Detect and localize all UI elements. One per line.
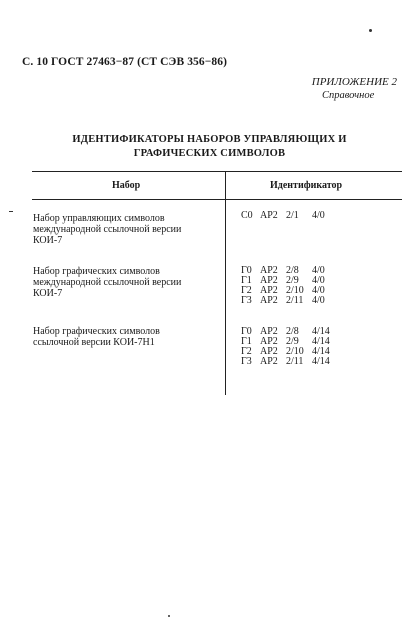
identifier-prefix: AP2 <box>260 336 278 347</box>
identifier-prefix: AP2 <box>260 295 278 306</box>
identifier-cell <box>241 211 325 221</box>
identifier-set-code: Г3 <box>241 356 252 367</box>
identifier-final: 4/14 <box>312 346 330 357</box>
identifier-line <box>241 296 325 306</box>
table-column-divider <box>225 171 226 395</box>
identifier-intermediate: 2/8 <box>286 326 299 337</box>
identifier-final: 4/0 <box>312 275 325 286</box>
identifier-cell <box>241 327 330 367</box>
identifier-prefix: AP2 <box>260 346 278 357</box>
identifier-line <box>241 357 330 367</box>
identifier-prefix: AP2 <box>260 275 278 286</box>
table-header-rule <box>32 199 402 200</box>
identifier-set-code: Г3 <box>241 295 252 306</box>
identifier-final: 4/14 <box>312 336 330 347</box>
scan-speck <box>9 211 13 212</box>
identifier-set-code: Г2 <box>241 285 252 296</box>
set-name-cell: Набор графических символов международной ссылочной версии КОИ-7 <box>33 266 182 299</box>
identifier-set-code: С0 <box>241 210 253 221</box>
scan-speck <box>369 29 372 32</box>
identifier-intermediate: 2/11 <box>286 295 304 306</box>
identifier-prefix: AP2 <box>260 210 278 221</box>
identifier-set-code: Г0 <box>241 265 252 276</box>
identifier-final: 4/0 <box>312 265 325 276</box>
page-header: С. 10 ГОСТ 27463−87 (СТ СЭВ 356−86) <box>22 56 228 68</box>
identifier-intermediate: 2/10 <box>286 346 304 357</box>
identifier-prefix: AP2 <box>260 285 278 296</box>
appendix-title: ПРИЛОЖЕНИЕ 2 <box>311 76 397 88</box>
column-header-identifier: Идентификатор <box>270 180 343 191</box>
identifier-final: 4/0 <box>312 210 325 221</box>
identifier-intermediate: 2/10 <box>286 285 304 296</box>
identifier-final: 4/0 <box>312 285 325 296</box>
identifier-intermediate: 2/11 <box>286 356 304 367</box>
column-header-set: Набор <box>112 180 141 191</box>
identifier-set-code: Г1 <box>241 275 252 286</box>
identifier-final: 4/0 <box>312 295 325 306</box>
identifier-prefix: AP2 <box>260 265 278 276</box>
identifier-intermediate: 2/9 <box>286 336 299 347</box>
set-name-cell: Набор графических символов ссылочной версии КОИ-7Н1 <box>33 326 160 348</box>
table-top-rule <box>32 171 402 172</box>
identifier-prefix: AP2 <box>260 356 278 367</box>
identifier-final: 4/14 <box>312 356 330 367</box>
identifier-intermediate: 2/9 <box>286 275 299 286</box>
identifier-set-code: Г1 <box>241 336 252 347</box>
document-title-line-2: ГРАФИЧЕСКИХ СИМВОЛОВ <box>133 148 286 159</box>
appendix-subtitle: Справочное <box>322 90 375 101</box>
scan-speck <box>168 615 170 617</box>
set-name-cell: Набор управляющих символов международной ссылочной версии КОИ-7 <box>33 213 182 246</box>
identifier-intermediate: 2/8 <box>286 265 299 276</box>
identifier-set-code: Г2 <box>241 346 252 357</box>
identifier-final: 4/14 <box>312 326 330 337</box>
identifier-intermediate: 2/1 <box>286 210 299 221</box>
identifier-cell <box>241 266 325 306</box>
identifier-prefix: AP2 <box>260 326 278 337</box>
document-title-line-1: ИДЕНТИФИКАТОРЫ НАБОРОВ УПРАВЛЯЮЩИХ И <box>72 134 347 145</box>
identifier-line <box>241 211 325 221</box>
identifier-set-code: Г0 <box>241 326 252 337</box>
